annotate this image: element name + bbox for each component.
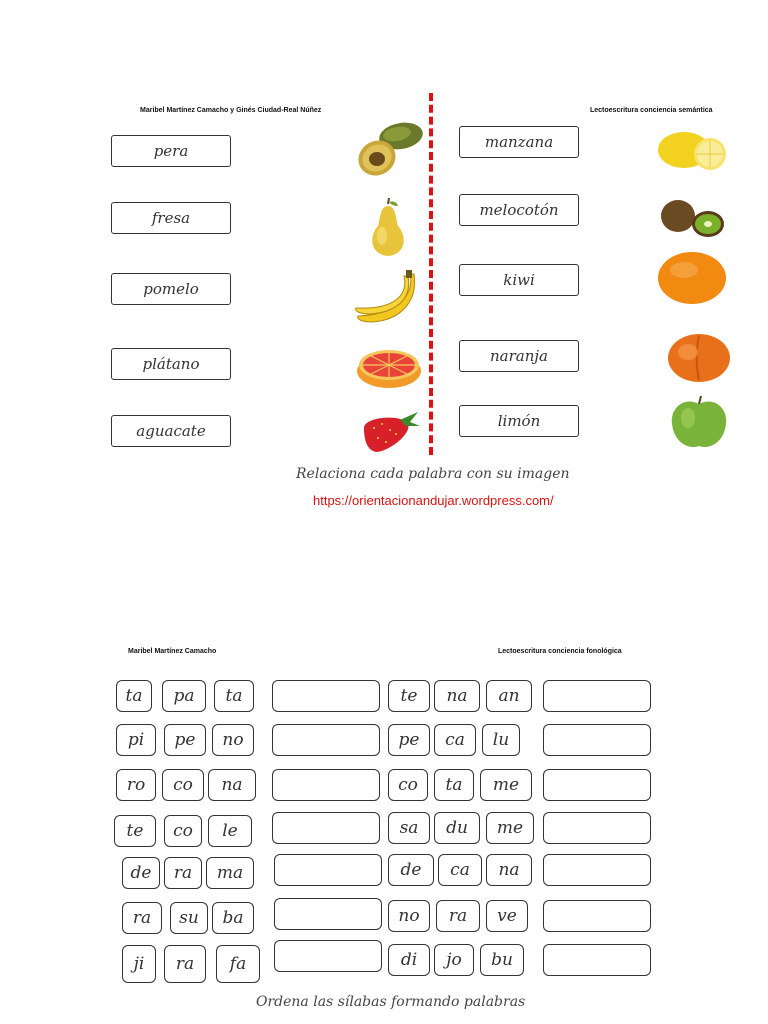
syllable-box: ba <box>212 902 254 934</box>
answer-box[interactable] <box>543 812 651 844</box>
syllable-box: du <box>434 812 480 844</box>
word-box-pera: pera <box>111 135 231 167</box>
syllable-box: ta <box>434 769 474 801</box>
syllable-box: te <box>114 815 156 847</box>
syllable-box: de <box>388 854 434 886</box>
syllable-box: jo <box>434 944 474 976</box>
syllable-box: ca <box>438 854 482 886</box>
avocado-icon <box>355 118 425 180</box>
syllable-box: de <box>122 857 160 889</box>
syllable-box: ta <box>214 680 254 712</box>
syllable-box: na <box>434 680 480 712</box>
word-box-fresa: fresa <box>111 202 231 234</box>
word-box-aguacate: aguacate <box>111 415 231 447</box>
answer-box[interactable] <box>272 812 380 844</box>
dashed-divider <box>429 93 433 455</box>
word-box-naranja: naranja <box>459 340 579 372</box>
syllable-box: co <box>164 815 202 847</box>
syllable-box: lu <box>482 724 520 756</box>
grapefruit-icon <box>355 345 423 389</box>
syllable-box: no <box>388 900 430 932</box>
syllable-box: pe <box>164 724 206 756</box>
answer-box[interactable] <box>543 854 651 886</box>
word-box-pomelo: pomelo <box>111 273 231 305</box>
syllable-box: bu <box>480 944 524 976</box>
syllable-box: ro <box>116 769 156 801</box>
syllable-box: pa <box>162 680 206 712</box>
pear-icon <box>362 198 414 258</box>
syllable-box: ve <box>486 900 528 932</box>
syllable-box: ra <box>436 900 480 932</box>
syllable-box: ma <box>206 857 254 889</box>
answer-box[interactable] <box>272 724 380 756</box>
word-box-manzana: manzana <box>459 126 579 158</box>
answer-box[interactable] <box>543 900 651 932</box>
strawberry-icon <box>358 408 420 454</box>
syllable-box: ra <box>122 902 162 934</box>
answer-box[interactable] <box>272 680 380 712</box>
answer-box[interactable] <box>543 680 651 712</box>
sheet2-author: Maribel Martínez Camacho <box>128 648 217 655</box>
syllable-box: pi <box>116 724 156 756</box>
word-box-melocoton: melocotón <box>459 194 579 226</box>
answer-box[interactable] <box>543 944 651 976</box>
syllable-box: na <box>486 854 532 886</box>
word-box-kiwi: kiwi <box>459 264 579 296</box>
syllable-box: me <box>486 812 534 844</box>
syllable-box: ca <box>434 724 476 756</box>
kiwi-icon <box>658 198 726 242</box>
word-box-limon: limón <box>459 405 579 437</box>
answer-box[interactable] <box>543 769 651 801</box>
syllable-box: pe <box>388 724 430 756</box>
syllable-box: te <box>388 680 430 712</box>
syllable-box: ra <box>164 857 202 889</box>
apple-icon <box>668 394 730 452</box>
syllable-box: an <box>486 680 532 712</box>
sheet1-author: Maribel Martínez Camacho y Ginés Ciudad-Real Núñez <box>140 107 322 114</box>
syllable-box: di <box>388 944 430 976</box>
syllable-box: me <box>480 769 532 801</box>
syllable-box: le <box>208 815 252 847</box>
answer-box[interactable] <box>274 854 382 886</box>
sheet1-instruction: Relaciona cada palabra con su imagen <box>296 466 570 482</box>
syllable-box: ra <box>164 945 206 983</box>
syllable-box: na <box>208 769 256 801</box>
lemon-icon <box>656 128 730 172</box>
answer-box[interactable] <box>543 724 651 756</box>
answer-box[interactable] <box>272 769 380 801</box>
answer-box[interactable] <box>274 898 382 930</box>
sheet2-topic: Lectoescritura conciencia fonológica <box>498 648 622 655</box>
syllable-box: no <box>212 724 254 756</box>
sheet1-topic: Lectoescritura conciencia semántica <box>590 107 713 114</box>
sheet1-url-link[interactable]: https://orientacionandujar.wordpress.com/ <box>313 493 554 508</box>
banana-icon <box>352 270 418 326</box>
sheet2-instruction: Ordena las sílabas formando palabras <box>256 994 526 1010</box>
syllable-box: su <box>170 902 208 934</box>
syllable-box: ta <box>116 680 152 712</box>
syllable-box: fa <box>216 945 260 983</box>
peach-icon <box>666 330 732 384</box>
syllable-box: ji <box>122 945 156 983</box>
syllable-box: co <box>388 769 428 801</box>
syllable-box: co <box>162 769 204 801</box>
syllable-box: sa <box>388 812 430 844</box>
answer-box[interactable] <box>274 940 382 972</box>
orange-icon <box>656 250 728 306</box>
word-box-platano: plátano <box>111 348 231 380</box>
